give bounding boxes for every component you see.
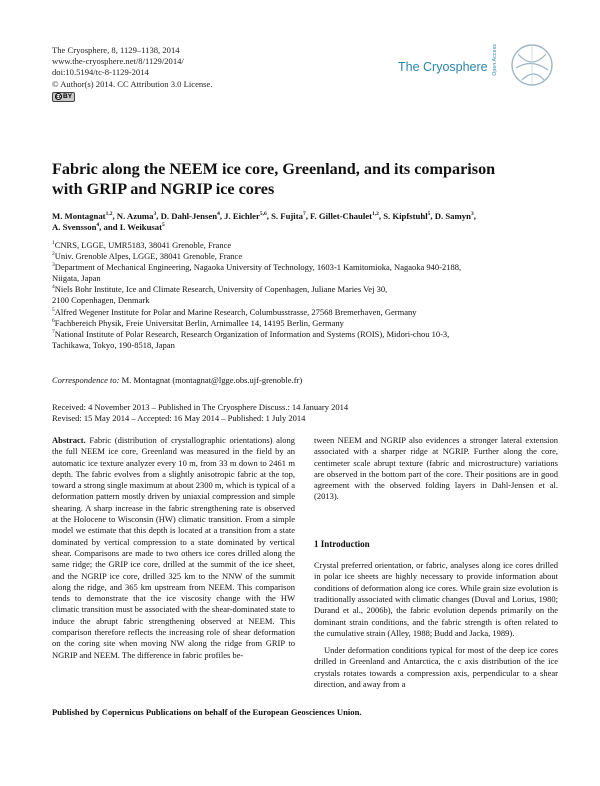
cc-license-badge — [52, 92, 75, 102]
correspondence-text[interactable]: M. Montagnat (montagnat@lgge.obs.ujf-grenoble.fr) — [121, 375, 303, 385]
affiliation-item — [52, 251, 552, 262]
abstract-text: Fabric (distribution of crystallographic orientations) along the full NEEM ice core, Greenland was measured in the field by an automatic ice texture analyzer every 10 m, from 33 m down to 2461 m depth. The fabric evolves from a slightly anisotropic fabric at the top, toward a strong single maximum at about 2300 m, which is typical of a deformation pattern mostly driven by uniaxial compression and simple shearing. A sharp increase in the fabric strengthening rate is observed at the Holocene to Wisconsin (HW) climatic transition. From a simple model we estimate that this depth is located at a transition from a state dominated by vertical compression to a state dominated by vertical shear. Comparisons are made to two others ice cores drilled along the same ridge; the GRIP ice core, drilled at the summit of the ice sheet, and the NGRIP ice core, drilled 325 km to the NNW of the summit along the ridge, and 365 km upstream from NEEM. This comparison tends to demonstrate that the ice viscosity change with the HW climatic transition must be associated with the shear-dominated state to induce the abrupt fabric strengthening observed at NEEM. This comparison therefore reflects the increasing role of shear deformation on the coring site when moving NW along the ridge from GRIP to NGRIP and NEEM. The difference in fabric profiles be- — [52, 435, 295, 660]
open-access-label: Open Access — [492, 44, 498, 76]
author-affiliation-marker: 4 — [217, 211, 220, 218]
affiliation-text: Univ. Grenoble Alpes, LGGE, 38041 Grenoble, France — [54, 251, 243, 262]
abstract-paragraph — [52, 435, 295, 661]
affiliation-number: 3 — [52, 262, 55, 269]
author-name: D. Dahl-Jensen — [160, 211, 218, 221]
doi[interactable]: doi:10.5194/tc-8-1129-2014 — [52, 67, 149, 78]
correspondence — [52, 375, 302, 385]
revised-line: Revised: 15 May 2014 – Accepted: 16 May 2014 – Published: 1 July 2014 — [52, 413, 306, 424]
journal-citation: The Cryosphere, 8, 1129–1138, 2014 — [52, 45, 180, 55]
author-name: S. Kipfstuhl — [383, 211, 428, 221]
author-name: I. Weikusat — [119, 222, 163, 233]
introduction-heading: 1 Introduction — [314, 538, 370, 549]
author-list: M. Montagnat$^{1,2}$, N. Azuma$^3$, D. Dahl-Jensen$^4$, J. Eichler$^{5,6}$, S. Fujita$^7$, F. Gillet-Chaulet$^{1,2}$, S. Kipfstuhl$^5$, D. Samyn$^3$, A. Svensson$^4$, and I. Weikusat$^5$ — [52, 211, 476, 233]
intro-paragraph-1: Crystal preferred orientation, or fabric, analyses along ice cores drilled in polar ice sheets are highly necessary to provide information about conditions of deformation along ice cores. While grain size evolution is traditionally associated with climatic changes (Duval and Lorius, 1980; Durand et al., 2006b), the fabric evolution depends primarily on the dominant strain conditions, and the fabric strength is often related to the cumulative strain (Alley, 1988; Budd and Jacka, 1989). — [314, 560, 558, 638]
affiliation-list — [52, 240, 552, 351]
affiliation-item — [52, 307, 552, 318]
author-name: N. Azuma — [116, 211, 154, 221]
author-affiliation-marker: 1,2 — [105, 211, 113, 218]
affiliation-text: CNRS, LGGE, UMR5183, 38041 Grenoble, France — [54, 240, 232, 250]
cc-icon: cc — [56, 94, 62, 101]
author-affiliation-marker: 5 — [162, 222, 165, 229]
author-name: J. Eichler — [224, 211, 260, 221]
affiliation-text: National Institute of Polar Research, Research Organization of Information and Systems (ROIS), Midori-chou 10-3, — [54, 328, 450, 339]
received-line: Received: 4 November 2013 – Published in The Cryosphere Discuss.: 14 January 2014 — [52, 402, 349, 412]
journal-url[interactable]: www.the-cryosphere.net/8/1129/2014/ — [52, 56, 184, 67]
author-affiliation-marker: 1,2 — [371, 211, 379, 218]
affiliation-item — [52, 240, 552, 251]
affiliation-continuation: Niigata, Japan — [52, 273, 101, 284]
publisher-footer: Published by Copernicus Publications on behalf of the European Geosciences Union. — [52, 707, 362, 717]
author-affiliation-marker: 3 — [470, 211, 474, 218]
author-name: M. Montagnat — [52, 211, 106, 221]
author-affiliation-marker: 3 — [153, 211, 157, 218]
journal-globe-icon — [508, 40, 553, 90]
author-affiliation-marker: 7 — [302, 211, 306, 218]
affiliation-number: 7 — [52, 328, 55, 335]
copyright: © Author(s) 2014. CC Attribution 3.0 License. — [52, 78, 213, 89]
author-name: D. Samyn — [434, 211, 471, 221]
affiliation-number: 2 — [52, 251, 55, 258]
affiliation-number: 4 — [52, 284, 55, 291]
abstract-label: Abstract. — [52, 435, 86, 445]
affiliation-number: 5 — [52, 306, 55, 313]
paper-title — [52, 159, 552, 199]
author-affiliation-marker: 5,6 — [259, 211, 267, 218]
affiliation-number: 6 — [52, 317, 55, 324]
affiliation-number: 1 — [52, 240, 55, 247]
affiliation-continuation: 2100 Copenhagen, Denmark — [52, 295, 150, 306]
title-line-2: with GRIP and NGRIP ice cores — [52, 180, 275, 198]
affiliation-text: Alfred Wegener Institute for Polar and Marine Research, Columbusstrasse, 27568 Bremerhaven, Germany — [54, 306, 417, 317]
affiliation-text: Fachbereich Physik, Freie Universitat Berlin, Arnimallee 14, 14195 Berlin, Germany — [54, 317, 344, 328]
author-affiliation-marker: 4 — [96, 222, 100, 229]
affiliation-item — [52, 318, 552, 329]
right-column — [314, 435, 558, 690]
title-line-1: Fabric along the NEEM ice core, Greenland, and its comparison — [52, 160, 496, 178]
journal-logo-text: The Cryosphere — [398, 60, 488, 74]
affiliation-item — [52, 284, 552, 295]
correspondence-label: Correspondence to: — [52, 375, 120, 385]
cc-by-label: BY — [63, 93, 73, 101]
affiliation-item — [52, 262, 552, 273]
affiliation-text: Department of Mechanical Engineering, Nagaoka University of Technology, 1603-1 Kamitomioka, Nagaoka 940-2188, — [54, 262, 462, 273]
abstract-column — [52, 435, 295, 661]
author-name: A. Svensson — [52, 222, 97, 233]
author-name: F. Gillet-Chaulet — [310, 211, 372, 221]
header-meta — [52, 45, 213, 102]
publication-dates — [52, 402, 348, 425]
intro-paragraph-2: Under deformation conditions typical for most of the deep ice cores drilled in Greenland and Antarctica, the c axis distribution of the ice crystals rotates towards a compression axis, perpendicular to a shear direction, and away from a — [314, 645, 558, 690]
author-name: S. Fujita — [271, 211, 303, 221]
affiliation-item — [52, 329, 552, 340]
affiliation-continuation: Tachikawa, Tokyo, 190-8518, Japan — [52, 339, 175, 350]
author-affiliation-marker: 5 — [427, 211, 431, 218]
abstract-continued: tween NEEM and NGRIP also evidences a stronger lateral extension associated with a sharper ridge at NGRIP. Further along the core, centimeter scale abrupt texture (fabric and microstructure) variations are observed in the bottom part of the core. Their positions are in good agreement with the observed folding layers in Dahl-Jensen et al. (2013). — [314, 435, 558, 502]
affiliation-text: Niels Bohr Institute, Ice and Climate Research, University of Copenhagen, Juliane Maries Vej 30, — [54, 284, 388, 295]
